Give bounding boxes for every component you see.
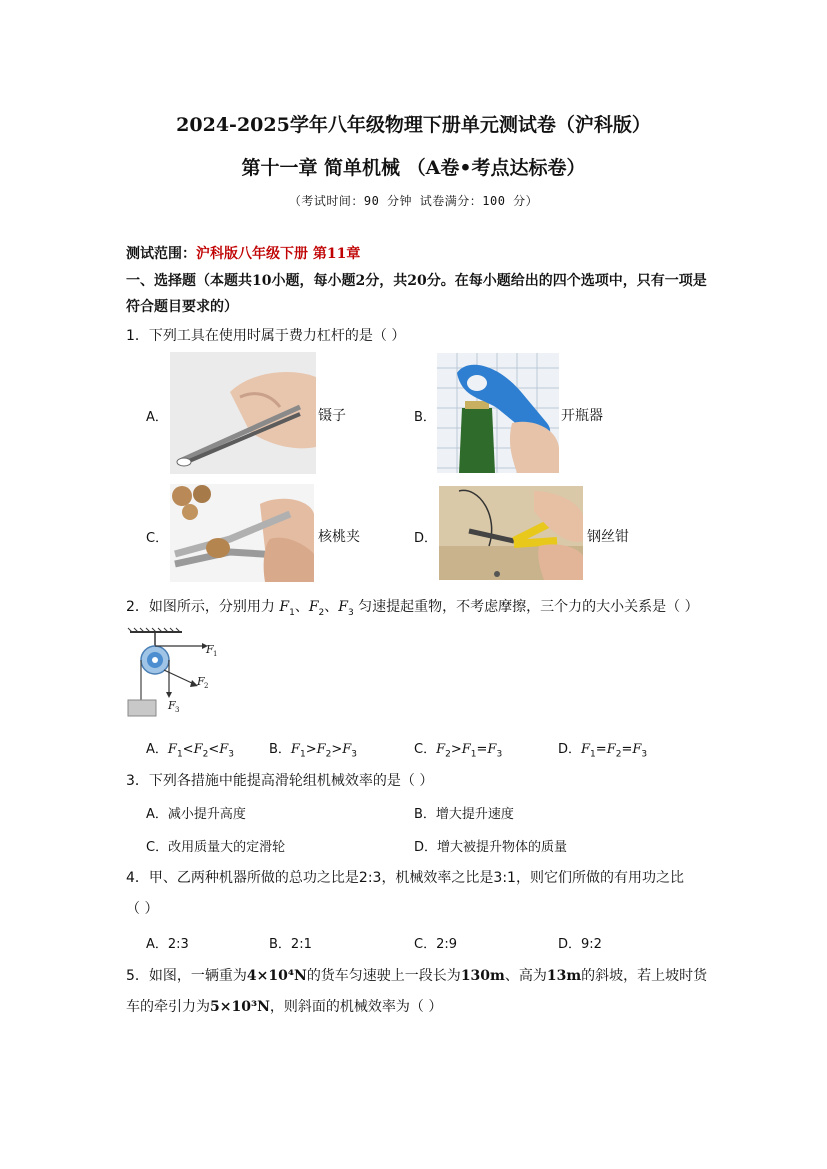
question-1-stem: 1．下列工具在使用时属于费力杠杆的是（ ） xyxy=(126,328,406,344)
q4-option-c: C．2:9 xyxy=(414,937,457,952)
question-5-line-2: 车的牵引力为5×10³N，则斜面的机械效率为（ ） xyxy=(126,999,443,1015)
svg-text:2: 2 xyxy=(204,682,209,690)
q1-option-d-label: 钢丝钳 xyxy=(587,529,629,545)
pulley-label-f2: F xyxy=(197,675,205,688)
q5-weight: 4×10⁴N xyxy=(246,968,307,984)
q1-option-a-label: 镊子 xyxy=(318,408,346,424)
q4-option-b: B．2:1 xyxy=(269,937,312,952)
question-2-stem: 2．如图所示，分别用力 $F_1$、$F_2$、$F_3$ 匀速提起重物，不考虑摩擦，三个力的大小关系是（ ） xyxy=(126,599,699,618)
scope-label: 测试范围： xyxy=(126,246,196,262)
pliers-image xyxy=(439,486,583,580)
exam-info: （考试时间：90 分钟 试卷满分：100 分） xyxy=(288,194,539,208)
q3-option-a: A．减小提升高度 xyxy=(146,807,246,822)
pulley-label-f3: F xyxy=(168,699,176,712)
test-scope xyxy=(126,243,360,263)
svg-text:3: 3 xyxy=(175,706,180,714)
q1-option-a-letter: A． xyxy=(146,410,168,425)
q2-stem-pre: 2．如图所示，分别用力 xyxy=(126,599,280,615)
question-5-line-1: 5．如图，一辆重为4×10⁴N的货车匀速驶上一段长为130m、高为13m的斜坡，若上坡时货 xyxy=(126,968,708,984)
q5-force: 5×10³N xyxy=(210,999,270,1015)
q4-option-a: A．2:3 xyxy=(146,937,189,952)
pulley-diagram xyxy=(124,626,224,720)
svg-text:1: 1 xyxy=(213,650,218,658)
q1-option-d-letter: D． xyxy=(414,531,438,546)
q1-option-c-label: 核桃夹 xyxy=(318,529,360,545)
q3-option-b: B．增大提升速度 xyxy=(414,807,514,822)
q3-option-c: C．改用质量大的定滑轮 xyxy=(146,840,286,855)
q5-height: 13m xyxy=(546,968,582,984)
tweezers-image xyxy=(170,352,316,474)
q4-option-d: D．9:2 xyxy=(558,937,602,952)
q1-option-b-letter: B． xyxy=(414,410,436,425)
q2-option-c: C．$F_2>F_1=F_3$ xyxy=(414,742,503,760)
pulley-label-f1: F xyxy=(206,643,214,656)
q1-option-b-label: 开瓶器 xyxy=(561,408,603,424)
question-4-stem-cont: （ ） xyxy=(126,901,159,917)
chapter-subtitle: 第十一章 简单机械 （A卷•考点达标卷） xyxy=(241,157,586,179)
q2-option-d: D．$F_1=F_2=F_3$ xyxy=(558,742,648,760)
q3-option-d: D．增大被提升物体的质量 xyxy=(414,840,568,855)
q1-option-c-letter: C． xyxy=(146,531,169,546)
question-4-stem: 4．甲、乙两种机器所做的总功之比是2:3，机械效率之比是3:1，则它们所做的有用功之比 xyxy=(126,870,684,886)
nutcracker-image xyxy=(170,484,314,582)
q2-stem-post: 匀速提起重物，不考虑摩擦，三个力的大小关系是（ ） xyxy=(353,599,699,615)
exam-title: 2024-2025学年八年级物理下册单元测试卷（沪科版） xyxy=(176,114,651,136)
section-heading: 一、选择题（本题共10小题，每小题2分，共20分。在每小题给出的四个选项中，只有一项是符合题目要求的） xyxy=(126,273,707,315)
scope-value: 沪科版八年级下册 第11章 xyxy=(196,246,361,262)
bottle-opener-image xyxy=(437,353,559,473)
q2-option-b: B．$F_1>F_2>F_3$ xyxy=(269,742,358,760)
q5-length: 130m xyxy=(460,968,505,984)
q2-option-a: A．$F_1<F_2<F_3$ xyxy=(146,742,235,760)
question-3-stem: 3．下列各措施中能提高滑轮组机械效率的是（ ） xyxy=(126,773,434,789)
